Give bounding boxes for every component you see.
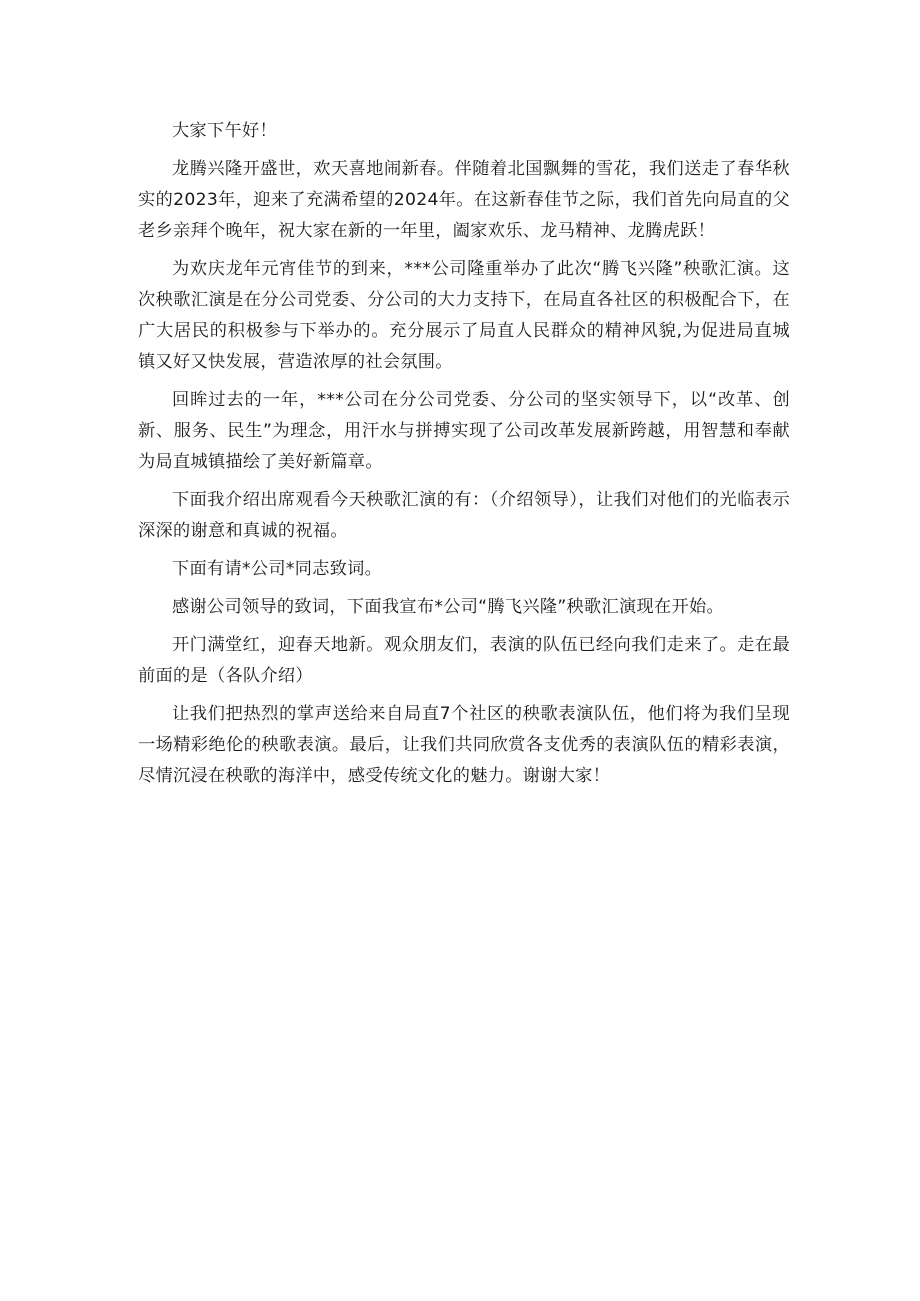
greeting-paragraph: 大家下午好！ <box>172 121 277 141</box>
leader-intro-paragraph: 下面我介绍出席观看今天秧歌汇演的有：（介绍领导），让我们对他们的光临表示深深的谢意和真诚的祝福。 <box>138 490 790 541</box>
event-intro-paragraph: 为欢庆龙年元宵佳节的到来，***公司隆重举办了此次“腾飞兴隆”秧歌汇演。这次秧歌汇演是在分公司党委、分公司的大力支持下，在局直各社区的积极配合下，在广大居民的积极参与下举办的。充分展示了局直人民群众的精神风貌,为促进局直城镇又好又快发展，营造浓厚的社会氛围。 <box>138 259 790 372</box>
opening-paragraph: 龙腾兴隆开盛世，欢天喜地闹新春。伴随着北国飘舞的雪花，我们送走了春华秋实的2023年，迎来了充满希望的2024年。在这新春佳节之际，我们首先向局直的父老乡亲拜个晚年，祝大家在新的一年里，阖家欢乐、龙马精神、龙腾虎跃！ <box>138 159 790 241</box>
team-intro-paragraph: 开门满堂红，迎春天地新。观众朋友们，表演的队伍已经向我们走来了。走在最前面的是（各队介绍） <box>138 635 790 686</box>
review-paragraph: 回眸过去的一年，***公司在分公司党委、分公司的坚实领导下，以“改革、创新、服务、民生”为理念，用汗水与拼搏实现了公司改革发展新跨越，用智慧和奉献为局直城镇描绘了美好新篇章。 <box>138 390 790 472</box>
speech-invite-paragraph: 下面有请*公司*同志致词。 <box>172 559 383 579</box>
document-body <box>138 116 790 799</box>
announcement-paragraph: 感谢公司领导的致词，下面我宣布*公司“腾飞兴隆”秧歌汇演现在开始。 <box>172 597 724 617</box>
closing-paragraph: 让我们把热烈的掌声送给来自局直7个社区的秧歌表演队伍，他们将为我们呈现一场精彩绝伦的秧歌表演。最后，让我们共同欣赏各支优秀的表演队伍的精彩表演，尽情沉浸在秧歌的海洋中，感受传统文化的魅力。谢谢大家！ <box>138 704 790 786</box>
